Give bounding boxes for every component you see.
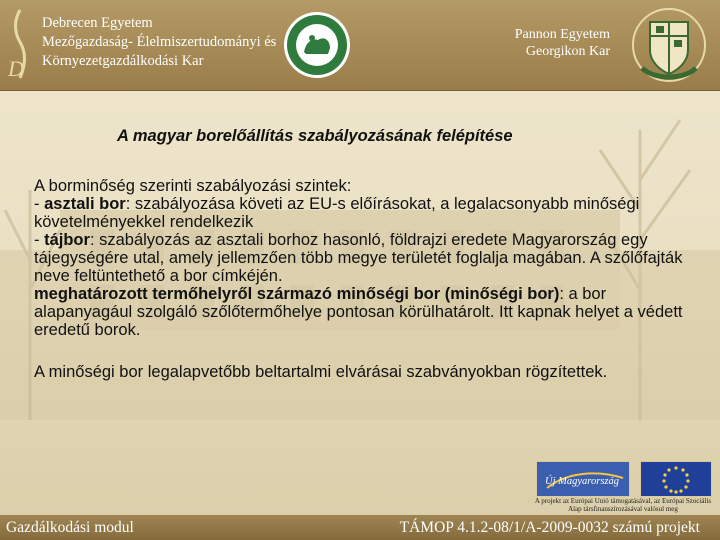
- university-name-line-1: Debrecen Egyetem: [42, 15, 153, 31]
- footer-bar: [0, 515, 720, 540]
- closing-text: A minőségi bor legalapvetőbb beltartalmi elvárásai szabványokban rögzítettek.: [34, 363, 608, 381]
- university-name: [42, 14, 276, 71]
- university-logo-icon: [4, 6, 36, 82]
- georgikon-crest-icon: [628, 6, 710, 84]
- pannon-name-line-2: Georgikon Kar: [525, 44, 610, 59]
- paragraph-gap: [34, 339, 704, 363]
- definition-asztali-bor: : szabályozása követi az EU-s előírásokat, a legalacsonyabb minőségi követelményekkel rendelkezik: [34, 195, 640, 231]
- university-name-line-2: Mezőgazdaság- Élelmiszertudományi és: [42, 34, 277, 50]
- term-minosegi-bor: meghatározott termőhelyről származó minőségi bor (minőségi bor): [34, 285, 560, 303]
- pannon-name-line-1: Pannon Egyetem: [514, 27, 610, 42]
- list-item-minosegi-bor: [34, 285, 704, 339]
- term-tajbor: tájbor: [44, 231, 90, 249]
- slide-body: [34, 177, 704, 381]
- uj-magyarorszag-logo-text: Új Magyarország: [545, 476, 619, 487]
- term-asztali-bor: asztali bor: [44, 195, 126, 213]
- list-item-prefix: -: [34, 231, 45, 249]
- uj-magyarorszag-logo-icon: [536, 461, 630, 497]
- header-banner: [0, 0, 720, 91]
- list-item-tajbor: [34, 231, 704, 285]
- footer-module-name: Gazdálkodási modul: [6, 519, 134, 536]
- definition-tajbor: : szabályozás az asztali borhoz hasonló, földrajzi eredete Magyarország egy tájegységére utal, amely jellemzően több megye területét foglalja magában. A szőlőfajták neve feltüntethető a bor címkéjén.: [34, 231, 683, 285]
- eu-flag-icon: [640, 461, 712, 497]
- list-item-prefix: -: [34, 195, 45, 213]
- slide-title: A magyar borelőállítás szabályozásának felépítése: [117, 127, 513, 145]
- sponsor-logos: [536, 461, 714, 495]
- university-name-line-3: Környezetgazdálkodási Kar: [42, 53, 204, 69]
- eu-funding-note: A projekt az Európai Unió támogatásával, az Európai Szociális Alap társfinanszírozásával valósul meg: [534, 497, 712, 513]
- svg-text:D: D: [8, 56, 24, 81]
- intro-text: A borminőség szerinti szabályozási szintek:: [34, 177, 352, 195]
- pannon-name: [510, 26, 610, 60]
- faculty-seal-icon: [282, 10, 352, 80]
- footer-project-id: TÁMOP 4.1.2-08/1/A-2009-0032 számú projekt: [399, 519, 700, 536]
- list-item-asztali-bor: [34, 195, 704, 231]
- definition-minosegi-bor: : a bor alapanyagául szolgáló szőlőtermőhelye pontosan körülhatárolt. Itt kapnak helyet a védett eredetű borok.: [34, 285, 683, 339]
